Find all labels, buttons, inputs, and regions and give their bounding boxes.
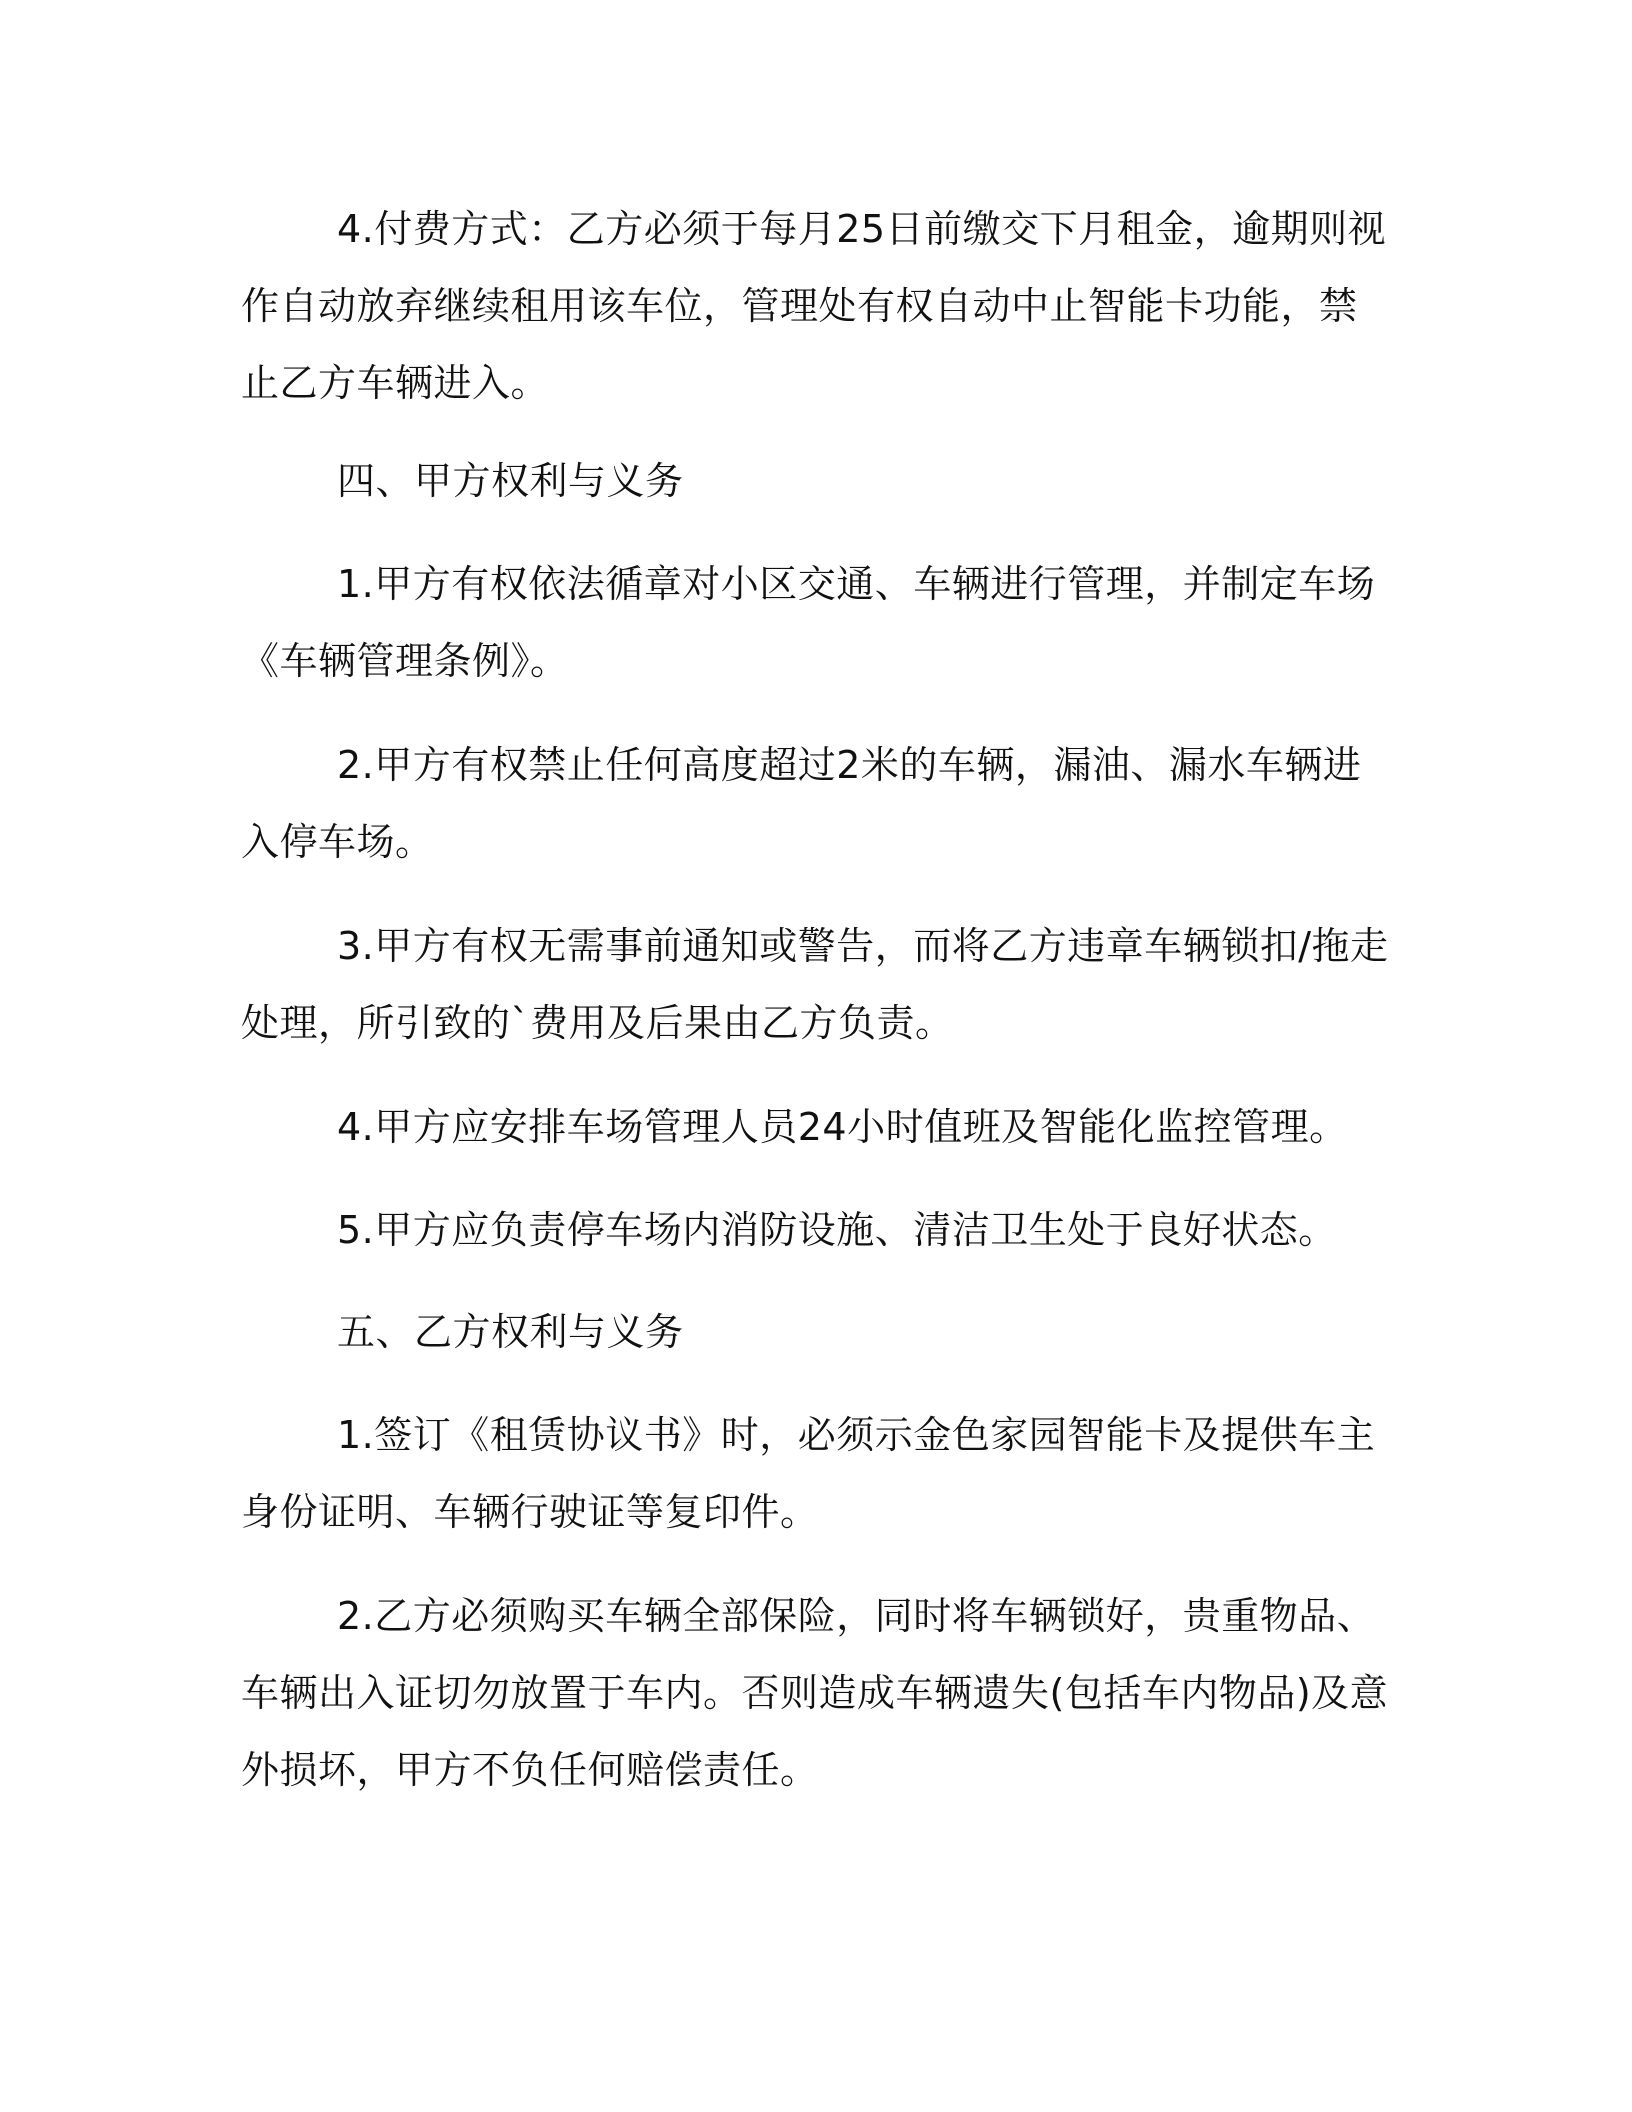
party-a-clause-2: 2.甲方有权禁止任何高度超过2米的车辆，漏油、漏水车辆进入停车场。 (241, 743, 1362, 864)
section-heading-party-b: 五、乙方权利与义务 (337, 1310, 684, 1354)
party-b-clause-1: 1.签订《租赁协议书》时，必须示金色家园智能卡及提供车主身份证明、车辆行驶证等复印件。 (241, 1413, 1376, 1534)
party-b-clause-2: 2.乙方必须购买车辆全部保险，同时将车辆锁好，贵重物品、车辆出入证切勿放置于车内。否则造成车辆遗失(包括车内物品)及意外损坏，甲方不负任何赔偿责任。 (241, 1594, 1389, 1792)
party-a-clause-1: 1.甲方有权依法循章对小区交通、车辆进行管理，并制定车场《车辆管理条例》。 (241, 562, 1376, 683)
party-a-clause-3: 3.甲方有权无需事前通知或警告，而将乙方违章车辆锁扣/拖走处理，所引致的`费用及后果由乙方负责。 (241, 924, 1389, 1045)
payment-method-clause: 4.付费方式：乙方必须于每月25日前缴交下月租金，逾期则视作自动放弃继续租用该车位，管理处有权自动中止智能卡功能，禁止乙方车辆进入。 (241, 207, 1387, 405)
section-heading-party-a: 四、甲方权利与义务 (337, 459, 684, 503)
party-a-clause-4: 4.甲方应安排车场管理人员24小时值班及智能化监控管理。 (337, 1105, 1348, 1149)
party-a-clause-5: 5.甲方应负责停车场内消防设施、清洁卫生处于良好状态。 (337, 1208, 1337, 1252)
